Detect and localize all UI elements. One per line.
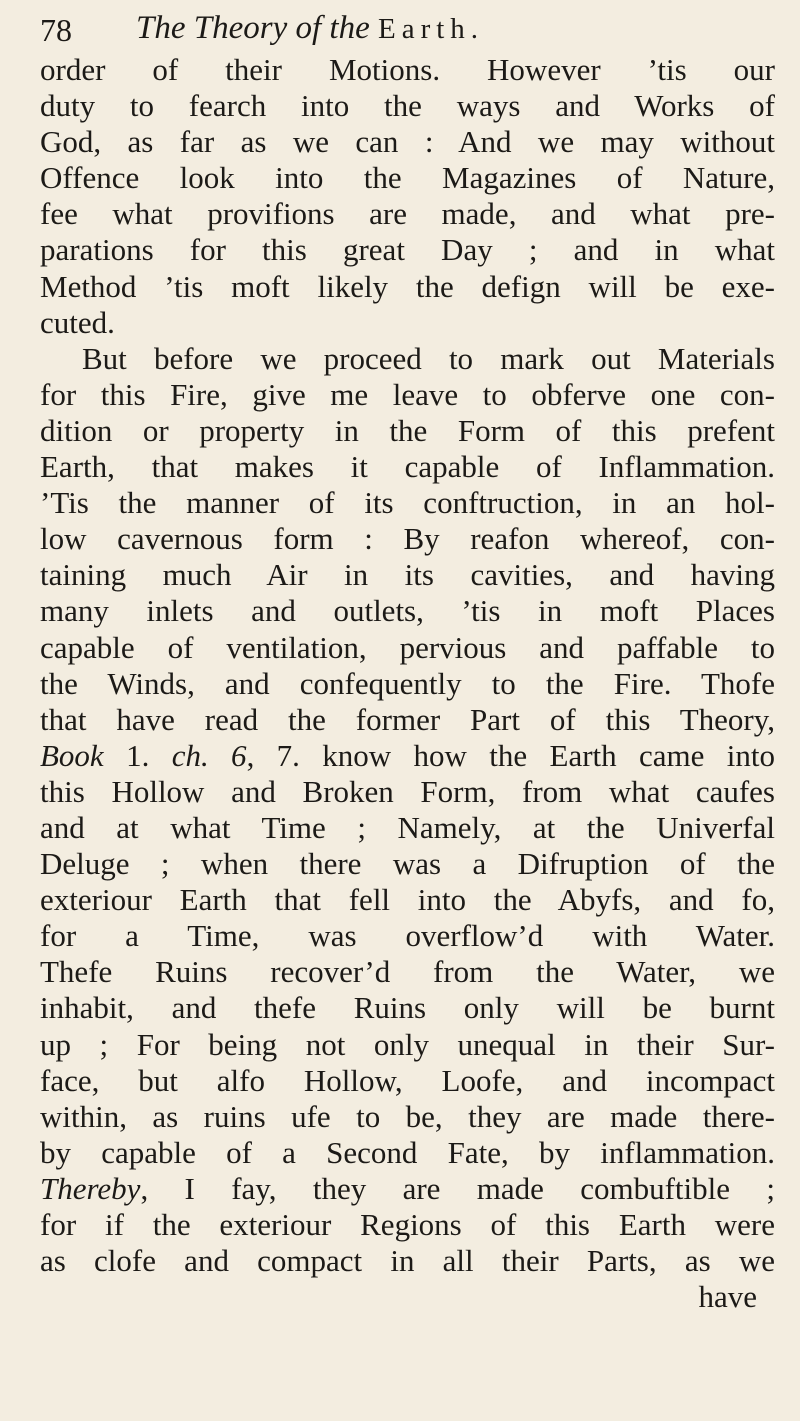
text-line: within, as ruins ufe to be, they are made there- xyxy=(40,1098,775,1134)
text-line: for a Time, was overflow’d with Water. xyxy=(40,918,775,954)
text-line: this Hollow and Broken Form, from what caufes xyxy=(40,773,775,809)
text-line: Offence look into the Magazines of Nature, xyxy=(40,160,775,196)
text-line: Deluge ; when there was a Difruption of the xyxy=(40,846,775,882)
reference-number: 1. xyxy=(103,737,172,773)
text-line: the Winds, and confequently to the Fire. Thofe xyxy=(40,665,775,701)
reference-tail: , 7. know how the Earth came into xyxy=(246,737,775,773)
text-line: order of their Motions. However ’tis our xyxy=(40,52,775,87)
text-line: fee what provifions are made, and what pre- xyxy=(40,196,775,232)
text-line: that have read the former Part of this Theory, xyxy=(40,701,775,737)
text-line: many inlets and outlets, ’tis in moft Places xyxy=(40,593,775,629)
text-line: for this Fire, give me leave to obferve one con- xyxy=(40,376,775,412)
text-line: dition or property in the Form of this prefent xyxy=(40,412,775,448)
chapter-reference: ch. 6 xyxy=(171,737,247,773)
text-line: parations for this great Day ; and in what xyxy=(40,232,775,268)
text-line-reference xyxy=(40,738,775,774)
book-reference: Book xyxy=(40,737,104,773)
text-line: Method ’tis moft likely the defign will be exe- xyxy=(40,268,775,304)
thereby-word: Thereby xyxy=(40,1170,141,1206)
text-line: duty to fearch into the ways and Works of xyxy=(40,88,775,124)
text-line: up ; For being not only unequal in their Sur- xyxy=(40,1026,775,1062)
text-line: Earth, that makes it capable of Inflammation. xyxy=(40,449,775,485)
page-number: 78 xyxy=(40,12,72,48)
text-line: God, as far as we can : And we may without xyxy=(40,124,775,160)
text-line: capable of ventilation, pervious and paffable to xyxy=(40,629,775,665)
text-line: inhabit, and thefe Ruins only will be burnt xyxy=(40,990,775,1026)
text-line: face, but alfo Hollow, Loofe, and incompact xyxy=(40,1062,775,1098)
text-line: low cavernous form : By reafon whereof, con- xyxy=(40,521,775,557)
paragraph-start-line: But before we proceed to mark out Materials xyxy=(82,340,775,376)
text-line: taining much Air in its cavities, and having xyxy=(40,557,775,593)
body-text xyxy=(40,52,775,1315)
catchword: have xyxy=(698,1279,757,1315)
text-line: as clofe and compact in all their Parts, as we xyxy=(40,1243,775,1279)
running-title xyxy=(136,10,484,47)
page-header xyxy=(0,6,800,46)
text-line: Thefe Ruins recover’d from the Water, we xyxy=(40,954,775,990)
text-line: and at what Time ; Namely, at the Univerfal xyxy=(40,809,775,845)
text-line: by capable of a Second Fate, by inflammation. xyxy=(40,1134,775,1170)
thereby-rest: , I fay, they are made combuftible ; xyxy=(140,1170,775,1206)
text-line: cuted. xyxy=(40,304,115,340)
text-line: ’Tis the manner of its conftruction, in an hol- xyxy=(40,485,775,521)
running-title-italic: The Theory of the xyxy=(136,10,370,46)
running-title-caps: Earth. xyxy=(377,13,485,45)
text-line: exteriour Earth that fell into the Abyfs, and fo, xyxy=(40,882,775,918)
text-line-thereby xyxy=(40,1171,775,1207)
text-line: for if the exteriour Regions of this Earth were xyxy=(40,1207,775,1242)
